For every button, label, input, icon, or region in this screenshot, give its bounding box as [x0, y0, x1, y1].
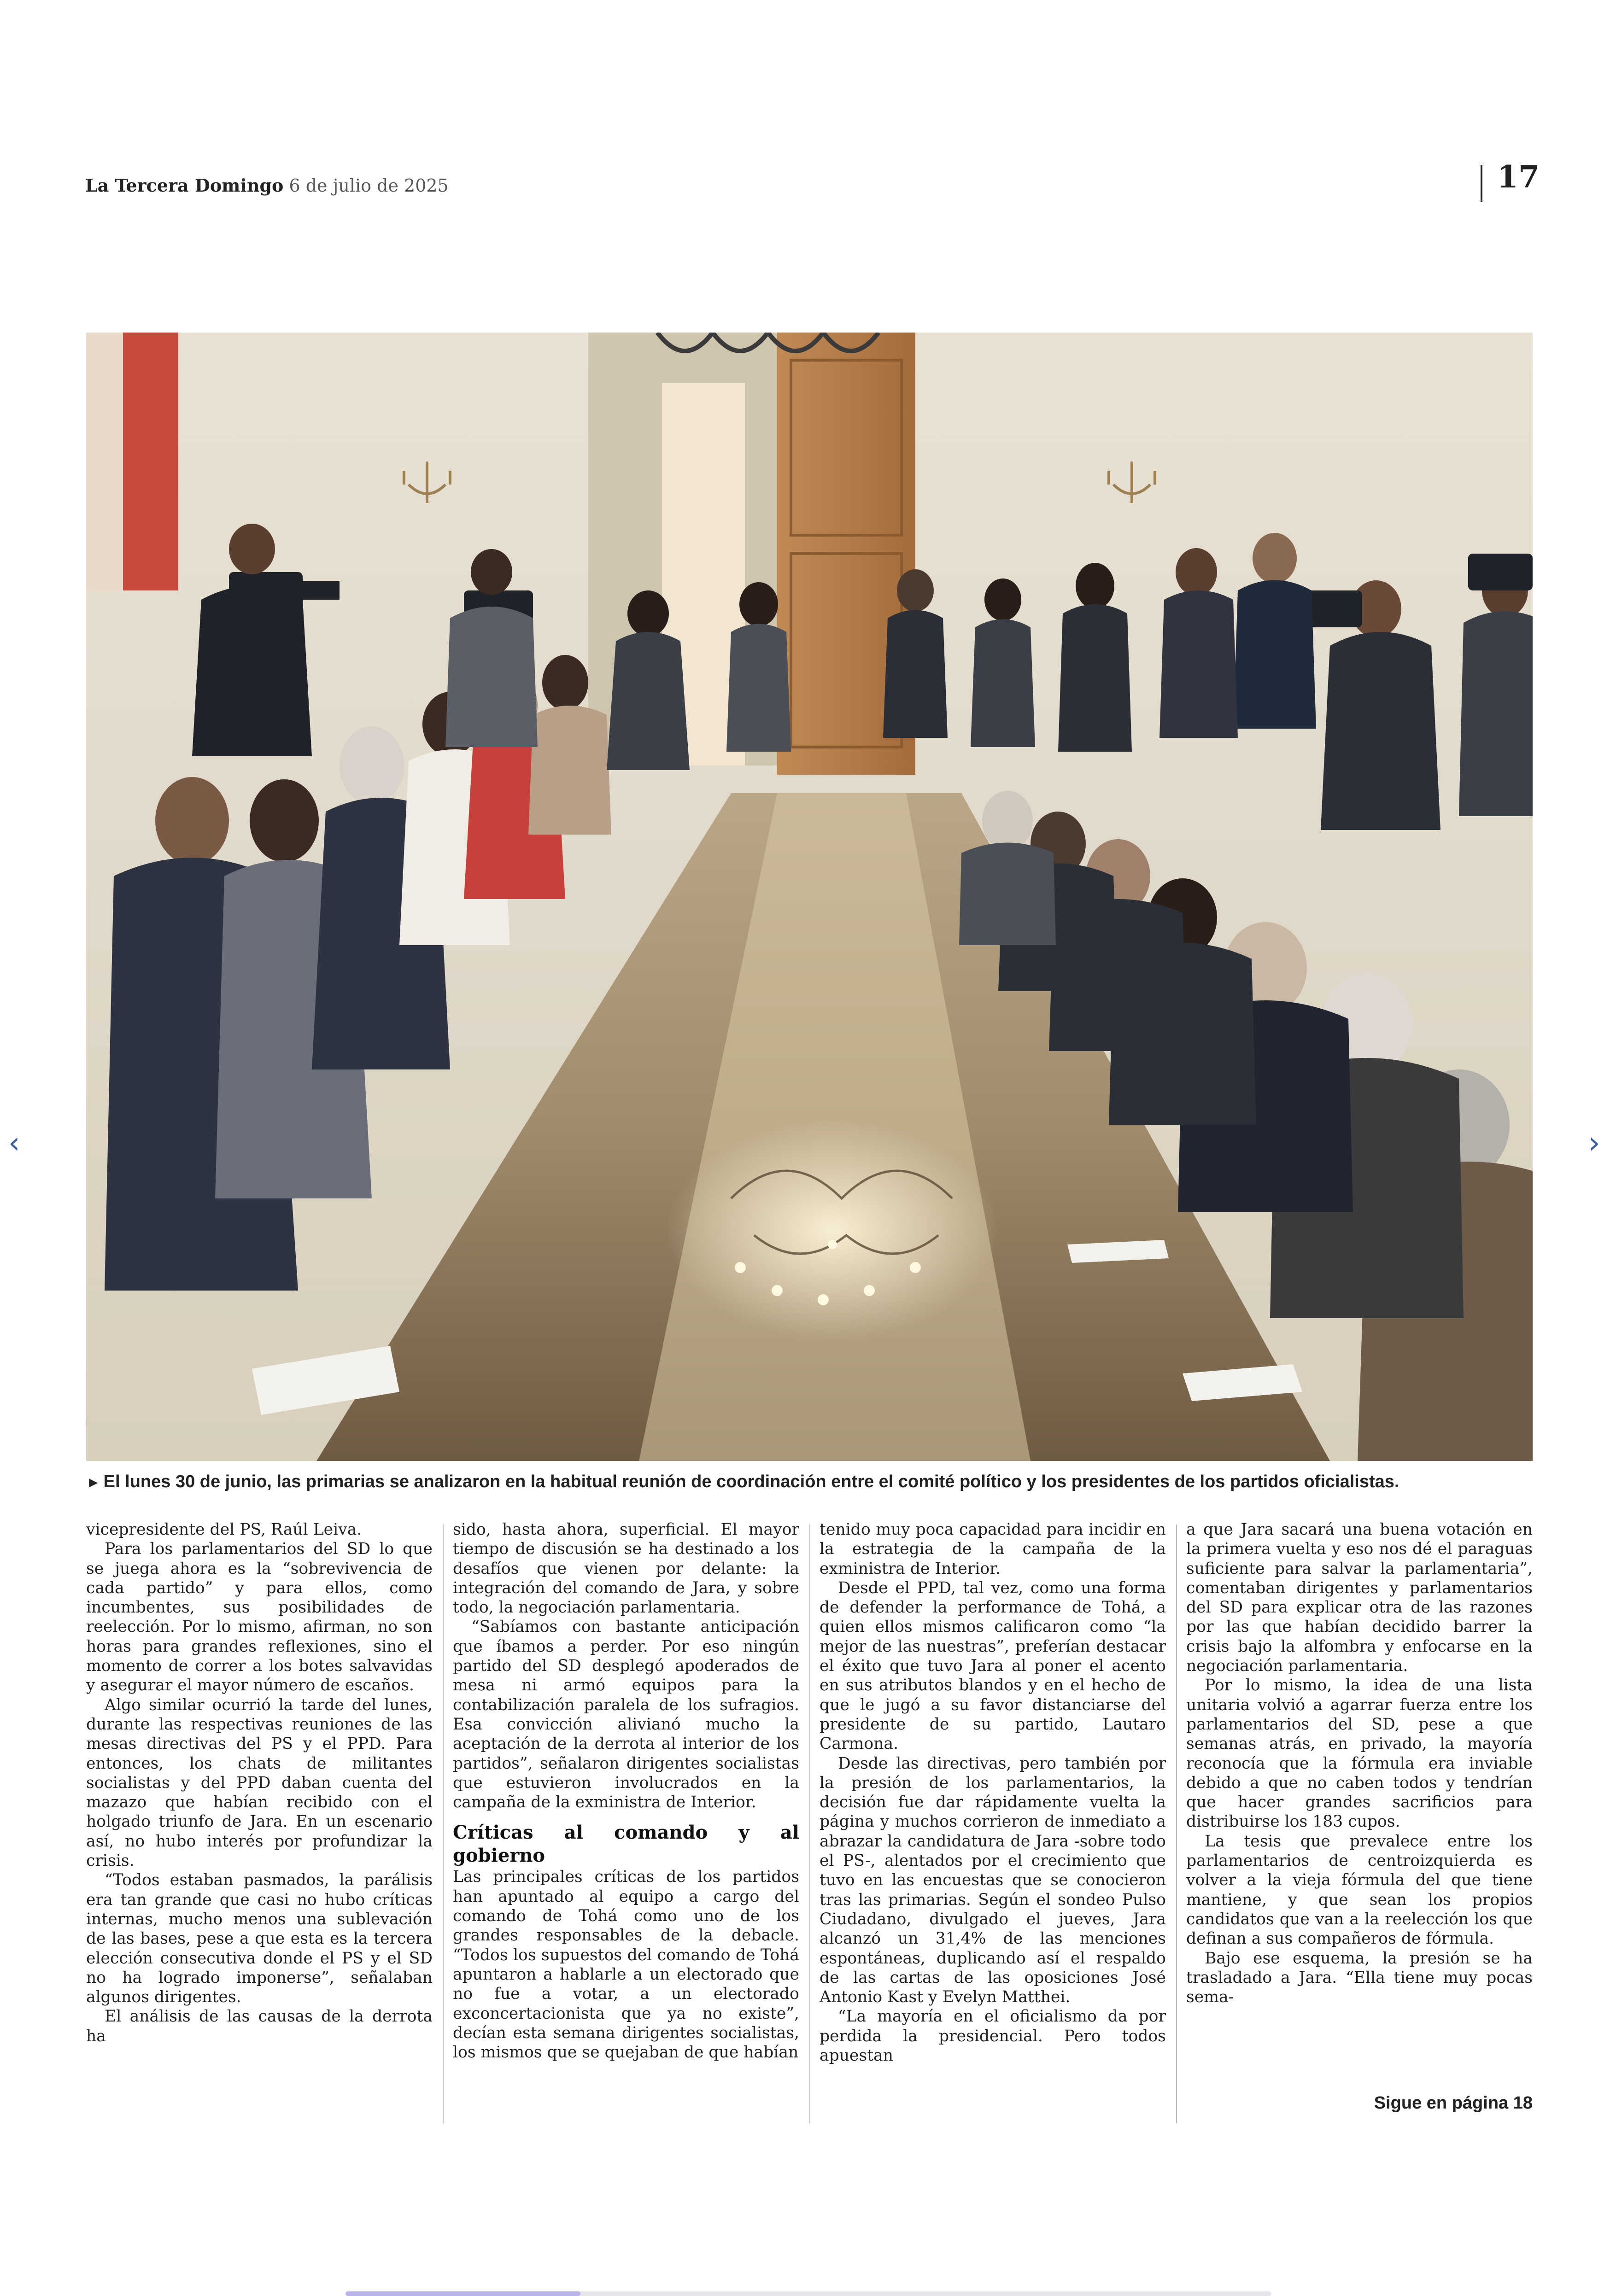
photo-caption-text: El lunes 30 de junio, las primarias se analizaron en la habitual reunión de coordinación entre el comité político y los presidentes de los partidos oficialistas. — [103, 1472, 1399, 1491]
article-column-2 — [453, 1520, 799, 2123]
column-divider — [1176, 1525, 1177, 2123]
caption-arrow-icon: ► — [86, 1474, 101, 1490]
paragraph: El análisis de las causas de la derrota ha — [86, 2007, 433, 2045]
publication-date: 6 de julio de 2025 — [289, 175, 449, 196]
paragraph: sido, hasta ahora, superficial. El mayor tiempo de discusión se ha destinado a los desafíos que vienen por delante: la integración del comando de Jara, y sobre todo, la negociación parlamentaria. — [453, 1520, 799, 1617]
chevron-right-icon[interactable]: › — [1588, 1126, 1600, 1160]
paragraph: tenido muy poca capacidad para incidir en la estrategia de la campaña de la exministra de Interior. — [820, 1520, 1166, 1578]
page-number: 17 — [1497, 159, 1540, 195]
scrollbar-thumb[interactable] — [345, 2291, 580, 2296]
paragraph: “Todos estaban pasmados, la parálisis era tan grande que casi no hubo críticas internas, mucho menos una sublevación de las bases, pese a que esta es la tercera elección consecutiva donde el PS y el SD no ha logrado imponerse”, señalaban algunos dirigentes. — [86, 1871, 433, 2007]
article-column-4 — [1186, 1520, 1533, 2123]
paragraph: Las principales críticas de los partidos han apuntado al equipo a cargo del comando de Tohá como uno de los grandes responsables de la debacle. “Todos los supuestos del comando de Tohá apuntaron a hablarle a un electorado que no fue a votar, a un electorado exconcertacionista que ya no existe”, decían esta semana dirigentes socialistas, los mismos que se quejaban de que habían — [453, 1868, 799, 2062]
article-column-1 — [86, 1520, 433, 2123]
paragraph: a que Jara sacará una buena votación en la primera vuelta y eso nos dé el paraguas suficiente para salvar la parlamentaria”, comentaban dirigentes y parlamentarios del SD para explicar otra de las razones por las que habían decidido barrer la crisis bajo la alfombra y enfocarse en la negociación parlamentaria. — [1186, 1520, 1533, 1676]
paragraph: Desde las directivas, pero también por la presión de los parlamentarios, la decisión fue dar rápidamente vuelta la página y muchos corrieron de inmediato a abrazar la candidatura de Jara -sobre todo el PS-, alentados por el crecimiento que tuvo en las encuestas que se conocieron tras las primarias. Según el sondeo Pulso Ciudadano, divulgado el jueves, Jara alcanzó un 31,4% de las menciones espontáneas, duplicando así el respaldo de las cartas de las oposiciones José Antonio Kast y Evelyn Matthei. — [820, 1754, 1166, 2007]
column-divider — [443, 1525, 444, 2123]
continue-link[interactable]: Sigue en página 18 — [1374, 2093, 1533, 2113]
publication-name: La Tercera Domingo — [85, 175, 284, 196]
paragraph: vicepresidente del PS, Raúl Leiva. — [86, 1520, 362, 1539]
paragraph: Algo similar ocurrió la tarde del lunes, durante las respectivas reuniones de las mesas directivas del PS y el PPD. Para entonces, los chats de militantes socialistas y del PPD daban cuenta del mazazo que habían recibido con el holgado triunfo de Jara. En un escenario así, no hubo interés por profundizar la crisis. — [86, 1695, 433, 1870]
publication-header — [85, 175, 449, 196]
horizontal-scrollbar[interactable] — [345, 2291, 1271, 2296]
article-column-3 — [820, 1520, 1166, 2123]
article-photo — [86, 333, 1533, 1461]
paragraph: Por lo mismo, la idea de una lista unitaria volvió a agarrar fuerza entre los parlamentarios del SD, pese a que semanas atrás, en privado, la mayoría reconocía que la fórmula era inviable debido a que no caben todos y tendrían que hacer grandes sacrificios para distribuirse los 183 cupos. — [1186, 1676, 1533, 1831]
paragraph: Desde el PPD, tal vez, como una forma de defender la performance de Tohá, a quien ellos mismos calificaron como “la mejor de las nuestras”, preferían destacar el éxito que tuvo Jara al poner el acento en sus atributos blandos y en el hecho de que le jugó a su favor distanciarse del presidente de su partido, Lautaro Carmona. — [820, 1578, 1166, 1753]
paragraph: “Sabíamos con bastante anticipación que íbamos a perder. Por eso ningún partido del SD desplegó apoderados de mesa ni armó equipos para la contabilización paralela de los sufragios. Esa convicción alivianó mucho la aceptación de la derrota al interior de los partidos”, señalaron dirigentes socialistas que estuvieron involucrados en la campaña de la exministra de Interior. — [453, 1618, 799, 1812]
column-divider — [809, 1525, 810, 2123]
article-body — [86, 1520, 1533, 2123]
paragraph: Bajo ese esquema, la presión se ha trasladado a Jara. “Ella tiene muy pocas sema- — [1186, 1949, 1533, 2007]
paragraph: La tesis que prevalece entre los parlamentarios de centroizquierda es volver a la vieja fórmula del que tiene mantiene, y que sean los propios candidatos que van a la reelección los que definan a sus compañeros de fórmula. — [1186, 1832, 1533, 1948]
paragraph: “La mayoría en el oficialismo da por perdida la presidencial. Pero todos apuestan — [820, 2007, 1166, 2065]
header-divider — [1481, 165, 1482, 202]
photo-caption — [86, 1472, 1533, 1492]
chevron-left-icon[interactable]: ‹ — [8, 1126, 20, 1160]
section-subhead: Críticas al comando y al gobierno — [453, 1822, 799, 1867]
paragraph: Para los parlamentarios del SD lo que se juega ahora es la “sobrevivencia de cada partido” y para ellos, como incumbentes, sus posibilidades de reelección. Por lo mismo, afirman, no son horas para grandes reflexiones, sino el momento de correr a los botes salvavidas y asegurar el mayor número de escaños. — [86, 1540, 433, 1695]
